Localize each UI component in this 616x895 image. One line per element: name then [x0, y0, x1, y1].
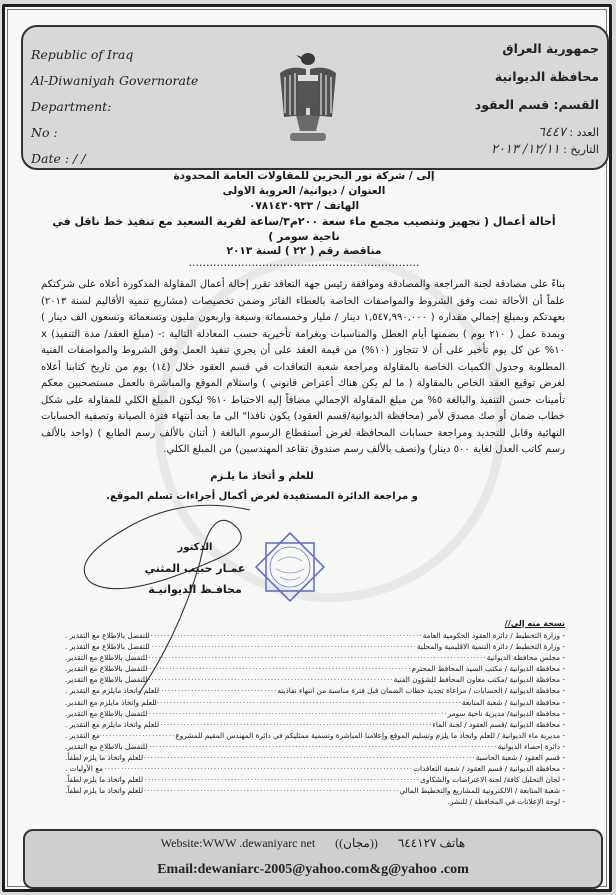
copy-item: - قسم العقود / شعبة الحاسبة ····· للعلم واتخاذ ما يلزم لطفاً.	[65, 752, 565, 763]
date-label-en: Date : / /	[31, 151, 86, 166]
copy-item: - محافظة الديوانية /مكتب معاون المحافظ للشؤون الفنية ····· للتفضل بالاطلاع مع التقدير.	[65, 674, 565, 685]
governorate-ar: محافظة الديوانية	[494, 69, 599, 84]
subject-line: أحالة أعمال ( تجهيز وتنصيب مجمع ماء سعة ٢٠٠م٣/ساعة لقرية السعيد مع تنفيذ خط ناقل في ناحية سومر )	[52, 215, 556, 243]
date-label: التاريخ :	[563, 143, 599, 156]
footer-free: ((مجان))	[335, 836, 378, 850]
letter-footer	[23, 829, 603, 889]
english-letterhead	[31, 47, 198, 177]
addressee-to: إلى / شركة نور البحرين للمقاولات العامة المحدودة	[173, 170, 435, 182]
republic-ar: جمهورية العراق	[502, 41, 599, 56]
closing-line-2: و مراجعة الدائرة المستفيدة لغرض أكمال أجراءات تسلم الموقع.	[106, 491, 418, 502]
copy-item: - وزارة التخطيط / دائرة التنمية الاقليمية والمحلية ····· للتفضل بالاطلاع مع التقدير .	[65, 641, 565, 652]
closing-block	[65, 467, 459, 507]
copy-item: - لوحة الإعلانات في المحافظة / للنشر.	[447, 797, 565, 807]
copy-item: - محافظة الديوانية /قسم العقود / لجنة الماء ····· للعلم واتخاذ مايلزم مع التقدير .	[65, 719, 565, 730]
copy-item: - محافظة الديوانية / مكتب السيد المحافظ المحترم ····· للتفضل بالاطلاع مع التقدير.	[65, 663, 565, 674]
date-row	[475, 142, 599, 159]
department-label-en: Department:	[31, 99, 112, 114]
copy-item: - محافظة الديوانية / شعبة المتابعة ····· للعلم واتخاذ مايلزم مع التقدير.	[65, 697, 565, 708]
number-label: العدد :	[569, 126, 599, 139]
contracts-stamp	[250, 527, 330, 607]
copy-item: - محافظة الديوانية / الحسابات / مراعاة تجديد خطاب الضمان قبل فترة مناسبة من انتهاء نفاذيته ····· للعلم واتخاذ مايلزم مع التقدير .	[65, 685, 565, 696]
date-value: ١٢/١١/ ٢٠١٣	[490, 142, 560, 157]
copy-item: - مديرية ماء الديوانية / للعلم واتخاذ ما يلزم وتسليم الموقع وإعلامنا المباشرة وتسمية ممثليكم في دائرة المهندس المقيم للمشروع ····· مع التقدير .	[65, 730, 565, 741]
copy-item: - مجلس محافظة الديوانية ····· للتفضل بالاطلاع مع التقدير.	[65, 652, 565, 663]
closing-line-1: للعلم و أتخاذ ما يلـزم	[210, 471, 314, 482]
footer-phone: هاتف ٦٤٤١٢٧	[397, 836, 466, 850]
signatory-name: عمـار حبيب المثني	[144, 562, 246, 575]
letter-sheet	[2, 4, 612, 892]
number-row	[475, 125, 599, 142]
signatory-title: الدكتور	[177, 542, 213, 553]
arabic-letterhead	[475, 41, 599, 159]
copy-item: - محافظة الديوانية/ مديرية ناحية سومر ····· للتفضل بالاطلاع مع التقدير.	[65, 708, 565, 719]
number-label-en: No :	[31, 125, 58, 140]
copy-item: - شعبة المتابعة / الالكترونية للمشاريع والتخطيط المالي ····· للعلم واتخاذ ما يلزم لطفاً.	[65, 785, 565, 796]
copy-item: - محافظة الديوانية / قسم العقود / شعبة التعاقدات ····· مع الأوليات .	[65, 763, 565, 774]
footer-website: Website:WWW .dewaniyarc net	[160, 836, 316, 850]
letterhead	[21, 25, 609, 170]
footer-contact-line	[25, 836, 601, 851]
copy-item: - دائرة إحصاء الديوانية ····· للتفضل بالاطلاع مع التقدير.	[65, 741, 565, 752]
number-value: ٦٤٤٧	[537, 125, 566, 140]
governorate-en: Al-Diwaniyah Governorate	[31, 73, 199, 88]
subject-separator: …………………………………………………………	[188, 257, 420, 269]
republic-en: Republic of Iraq	[31, 47, 134, 62]
signatory-position: محافـظ الديوانيـة	[148, 583, 242, 596]
body-paragraph: بناءً على مصادقة لجنة المراجعة والمصادقة وموافقة رئيس جهة التعاقد تقرر إحالة أعمال المقاولة المذكورة أعلاه على شركتكم علماً أن الأحالة تمت وفق الشروط والمواصفات الخاصة بالعطاء الفائز وضمن تخصيصات (مشاريع تنمية الأقاليم لسنة ٢٠١٣) بعهدتكم وبمبلغ إجمالي مقداره ( ١,٥٤٧,٩٩٠,٠٠٠ دينار / مليار وخمسمائة وسبعة واربعون مليون وتسعمائة وتسعون الف دينار ) وبمدة عمل ( ٢١٠ يوم ) بضمنها أيام العطل والمناسبات وبغرامة تأخيرية حسب المعادلة التالية :- (مبلغ العقد/ مدة التنفيذ) x ١٠% عن كل يوم تأخير على أن لا تتجاوز (١٠%) من قيمة العقد على أن يجري تنفيذ العمل وفق الشروط والمواصفات الفنية المطلوبة وجدول الكميات الخاصة بالمقاولة ومراجعة شعبة التعاقدات في قسم العقود خلال (١٤) يوم من تاريخ كتابنا أعلاه لغرض توقيع العقد الخاص بالمقاولة ( ما لم يكن هناك أعتراض قانوني ) واستلام الموقع والمباشرة بالعمل مستصحبين معكم تأمينات حسن التنفيذ والبالغة ٥% من مبلغ المقاولة الإجمالي مضافاً إليه الاحتياط ١٠% ليكون المبلغ الكلي للمقاولة على شكل خطاب ضمان أو صك مصدق لأمر (محافظة الديوانية/قسم العقود) يكون نافذا" الى ما بعد أنتهاء فترة الصيانة وتصفية الحسابات النهائية وقابل للتجديد ومراجعة حسابات المحافظة لغرض أستقطاع الرسوم البالغة ( أثنان بالألف رسم الطابع ) (واحد بالألف رسم كاتب العدل لغاية ٥٠٠ دينار) و(نصف بالألف رسم صندوق تقاعد المهندسين) من المبلغ الكلي.	[41, 279, 566, 455]
tender-number: مناقصة رقم ( ٢٢ ) لسنة ٢٠١٣	[226, 245, 382, 257]
footer-email: Email:dewaniarc-2005@yahoo.com&g@yahoo .com	[157, 862, 469, 877]
department-ar: القسم: قسم العقود	[474, 97, 599, 112]
addressee-phone: الهاتف / ٠٧٨١٤٣٠٩٣٣	[248, 200, 360, 212]
copies-list	[65, 630, 565, 808]
addressee-block	[29, 169, 579, 267]
letter-body	[41, 277, 565, 459]
copy-item: - لجان التحليل كافة/ لجنة الاعتراضات والشكاوى ····· للعلم واتخاذ ما يلزم لطفاً.	[65, 774, 565, 785]
copy-item: - وزارة التخطيط / دائرة العقود الحكومية العامة ····· للتفضل بالاطلاع مع التقدير .	[65, 630, 565, 641]
copies-heading: نسخة منه إلى//	[504, 619, 565, 628]
addressee-address: العنوان / ديوانية/ العروبة الاولى	[222, 185, 386, 197]
iraq-eagle-emblem-icon	[276, 45, 340, 150]
